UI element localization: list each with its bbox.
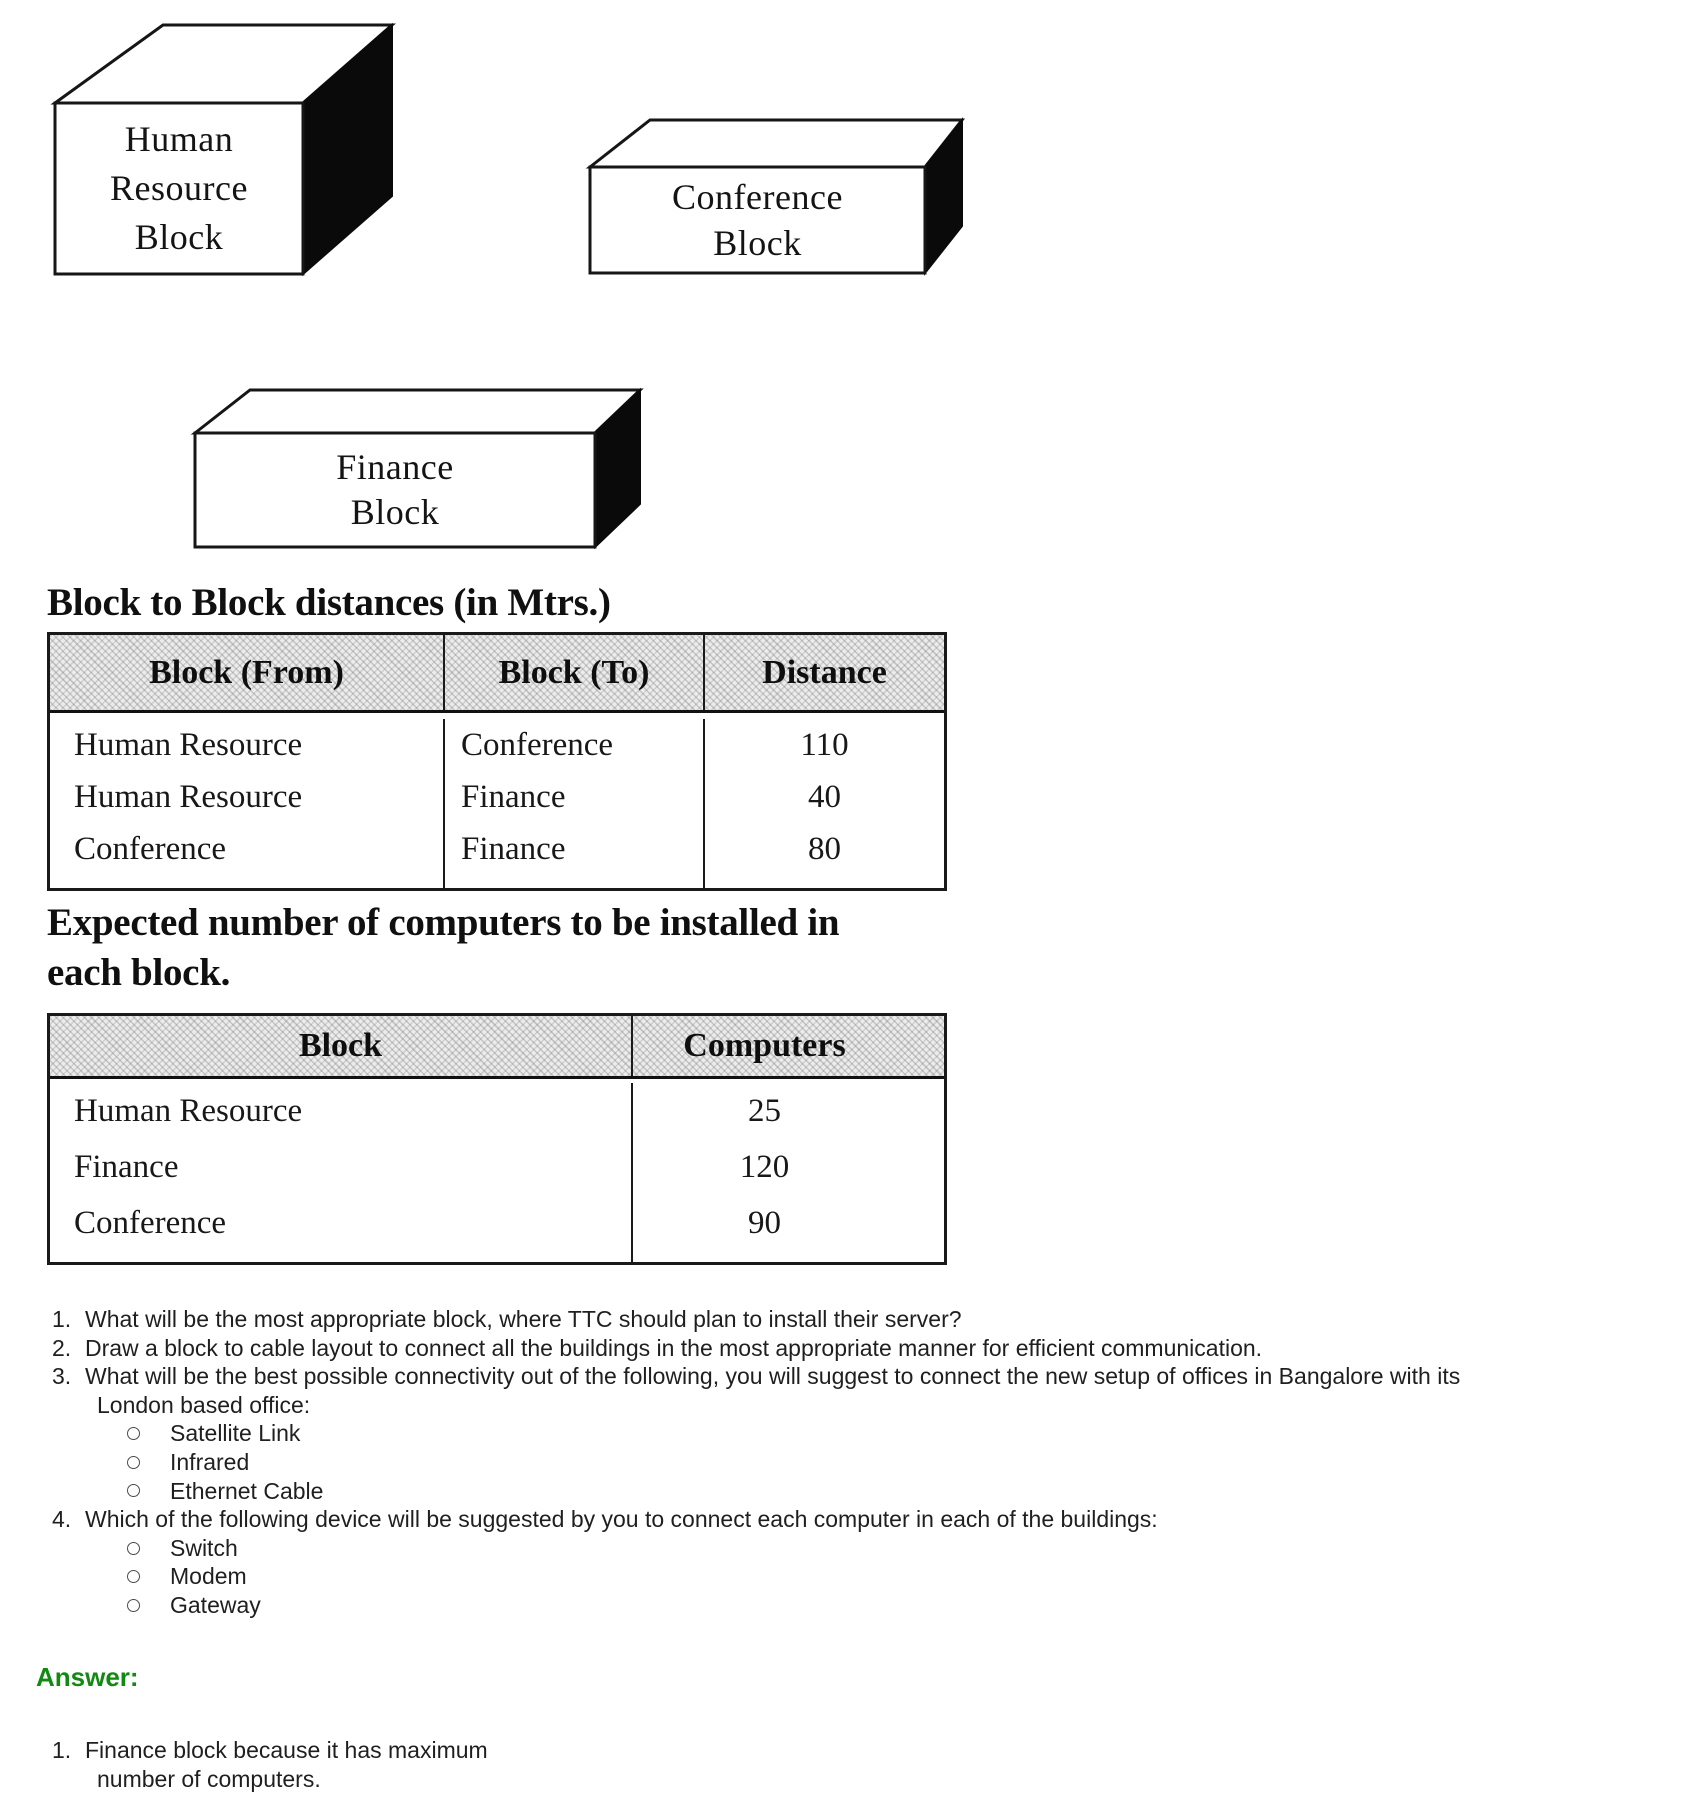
question-text: Which of the following device will be suggested by you to connect each computer in each of the buildings:: [85, 1506, 1158, 1533]
table-cell: 120: [739, 1149, 790, 1185]
table-cell: Finance: [461, 779, 566, 815]
distances-table-header: [50, 635, 944, 713]
option-bullet: [125, 1484, 170, 1497]
table-cell: Human Resource: [74, 1093, 303, 1129]
question-3: [40, 1362, 1665, 1391]
option-bullet: [125, 1599, 170, 1612]
block-label-line: Block: [134, 217, 224, 257]
answer-number: 1.: [52, 1737, 72, 1763]
block-label-line: Resource: [110, 168, 248, 208]
question-number: 3.: [52, 1363, 72, 1390]
q3-option-satellite-link: [125, 1419, 1665, 1448]
column-header-block-from: Block (From): [149, 653, 344, 691]
circle-bullet-icon: [127, 1542, 140, 1555]
table-cell: Human Resource: [74, 727, 303, 763]
option-bullet: [125, 1542, 170, 1555]
column-header-block: Block: [298, 1027, 383, 1064]
box-top-face: [195, 390, 640, 433]
table-cell: 90: [748, 1205, 781, 1241]
question-number: 4.: [52, 1506, 72, 1533]
computers-heading-line1: Expected number of computers to be installed in: [47, 901, 840, 944]
question-1: [40, 1305, 1665, 1334]
answer-text-line1: Finance block because it has maximum: [85, 1737, 488, 1763]
circle-bullet-icon: [127, 1427, 140, 1440]
option-label: Satellite Link: [170, 1420, 301, 1447]
block-label-line: Conference: [672, 177, 843, 217]
computers-heading: [47, 898, 839, 998]
conference-block-figure: [585, 112, 970, 282]
table-cell: 110: [800, 727, 849, 763]
table-cell: 80: [808, 831, 841, 867]
answer-heading: Answer:: [36, 1662, 139, 1692]
question-4: [40, 1505, 1665, 1534]
q4-option-switch: [125, 1534, 1665, 1563]
computers-table: [47, 1013, 947, 1265]
answer-1: [40, 1736, 940, 1765]
human-resource-block-label: [55, 103, 303, 274]
question-number: 1.: [52, 1306, 72, 1332]
table-cell: Conference: [74, 1205, 227, 1241]
option-label: Gateway: [170, 1591, 261, 1618]
option-label: Switch: [170, 1534, 238, 1561]
block-label-line: Human: [124, 119, 234, 159]
table-cell: Conference: [74, 831, 227, 867]
distances-distance-column: [703, 719, 944, 888]
box-top-face: [590, 120, 962, 167]
block-label-line: Finance: [336, 447, 454, 487]
circle-bullet-icon: [127, 1456, 140, 1469]
option-bullet: [125, 1570, 170, 1583]
computers-count-column: [631, 1083, 944, 1262]
distances-from-column: [50, 719, 443, 888]
table-cell: Finance: [461, 831, 566, 867]
distances-to-column: [443, 719, 703, 888]
answer-list: [40, 1736, 940, 1793]
finance-block-label: [195, 433, 595, 547]
block-label-line: Block: [350, 492, 440, 532]
computers-block-column: [50, 1083, 631, 1262]
distances-heading: Block to Block distances (in Mtrs.): [47, 581, 611, 624]
q3-option-infrared: [125, 1448, 1665, 1477]
conference-block-label: [590, 167, 925, 273]
distances-table-body: [50, 713, 944, 888]
question-text: Draw a block to cable layout to connect all the buildings in the most appropriate manner for efficient communication.: [85, 1334, 1263, 1361]
table-cell: Human Resource: [74, 779, 303, 815]
option-bullet: [125, 1427, 170, 1440]
answer-text-line2: number of computers.: [97, 1765, 321, 1792]
option-label: Modem: [170, 1563, 247, 1590]
table-cell: Conference: [461, 727, 614, 763]
column-header-distance: Distance: [703, 635, 944, 710]
distances-table: [47, 632, 947, 891]
questions-list: [40, 1305, 1665, 1620]
q3-option-ethernet-cable: [125, 1477, 1665, 1506]
column-header-block-to: Block (To): [443, 635, 703, 710]
circle-bullet-icon: [127, 1599, 140, 1612]
column-header-computers: Computers: [631, 1016, 944, 1076]
option-bullet: [125, 1456, 170, 1469]
table-cell: 40: [808, 779, 841, 815]
option-label: Ethernet Cable: [170, 1477, 324, 1504]
circle-bullet-icon: [127, 1484, 140, 1497]
computers-table-body: [50, 1079, 944, 1262]
q4-option-modem: [125, 1562, 1665, 1591]
question-2: [40, 1334, 1665, 1363]
human-resource-block-figure: [40, 10, 405, 290]
computers-heading-line2: each block.: [47, 951, 231, 994]
q4-option-gateway: [125, 1591, 1665, 1620]
computers-table-header: [50, 1016, 944, 1079]
option-label: Infrared: [170, 1448, 250, 1475]
table-cell: 25: [748, 1093, 781, 1129]
table-cell: Finance: [74, 1149, 179, 1185]
question-text: What will be the most appropriate block, where TTC should plan to install their server?: [85, 1306, 962, 1332]
question-number: 2.: [52, 1334, 72, 1361]
circle-bullet-icon: [127, 1570, 140, 1583]
finance-block-figure: [190, 385, 645, 550]
block-label-line: Block: [713, 223, 802, 263]
question-3-continuation: London based office:: [97, 1391, 311, 1418]
question-text: What will be the best possible connectivity out of the following, you will suggest to connect the new setup of offices in Bangalore with its: [85, 1363, 1461, 1390]
